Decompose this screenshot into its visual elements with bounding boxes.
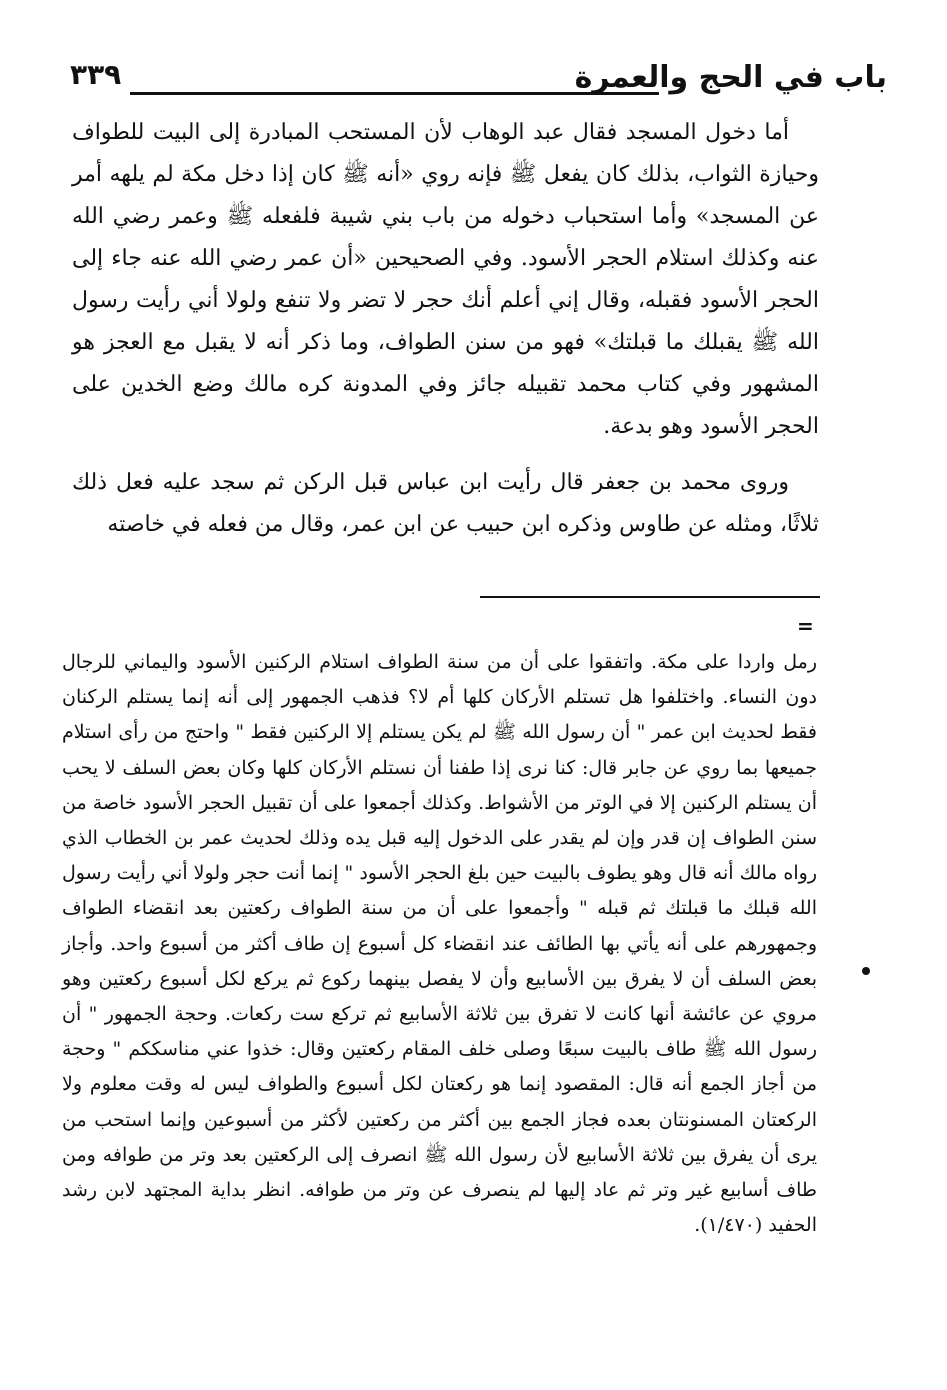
page-header <box>60 58 887 108</box>
footnote-separator <box>480 596 820 598</box>
main-paragraph: وروى محمد بن جعفر قال رأيت ابن عباس قبل الركن ثم سجد عليه فعل ذلك ثلاثًا، ومثله عن طاوس وذكره ابن حبيب عن ابن عمر، وقال من فعله في خاصته <box>72 470 819 537</box>
main-paragraph: أما دخول المسجد فقال عبد الوهاب لأن المستحب المبادرة إلى البيت للطواف وحيازة الثواب، بذلك كان يفعل ﷺ فإنه روي «أنه ﷺ كان إذا دخل مكة لم يلهه أمر عن المسجد» وأما استحباب دخوله من باب بني شيبة فلفعله ﷺ وعمر رضي الله عنه وكذلك استلام الحجر الأسود. وفي الصحيحين «أن عمر رضي الله عنه جاء إلى الحجر الأسود فقبله، وقال إني أعلم أنك حجر لا تضر ولا تنفع ولولا أني رأيت رسول الله ﷺ يقبلك ما قبلتك» فهو من سنن الطواف، وما ذكر أنه لا يقبل مع العجز هو المشهور وفي كتاب محمد تقبيله جائز وفي المدونة كره مالك وضع الخدين على الحجر الأسود وهو بدعة. <box>72 120 819 439</box>
running-title: باب في الحج والعمرة <box>574 60 887 95</box>
main-text <box>72 112 819 546</box>
margin-dot <box>862 967 870 975</box>
footnote-text: رمل واردا على مكة. واتفقوا على أن من سنة الطواف استلام الركنين الأسود واليماني للرجال دون النساء. واختلفوا هل تستلم الأركان كلها أم لا؟ فذهب الجمهور إلى أنه إنما يستلم الركنان فقط لحديث ابن عمر " أن رسول الله ﷺ لم يكن يستلم إلا الركنين فقط " واحتج من رأى استلام جميعها بما روي عن جابر قال: كنا نرى إذا طفنا أن نستلم الأركان كلها وكان بعض السلف لا يحب أن يستلم الركنين إلا في الوتر من الأشواط. وكذلك أجمعوا على أن تقبيل الحجر الأسود خاصة من سنن الطواف إن قدر وإن لم يقدر على الدخول إليه قبل يده وذلك لحديث عمر بن الخطاب الذي رواه مالك أنه قال وهو يطوف بالبيت حين بلغ الحجر الأسود " إنما أنت حجر ولولا أني رأيت رسول الله قبلك ما قبلتك ثم قبله " وأجمعوا على أن من سنة الطواف ركعتين بعد انقضاء الطواف وجمهورهم على أنه يأتي بها الطائف عند انقضاء كل أسبوع إن طاف أكثر من أسبوع واحد. وأجاز بعض السلف أن لا يفرق بين الأسابيع وأن لا يفصل بينهما ركوع ثم يركع لكل أسبوع ركعتين وهو مروي عن عائشة أنها كانت لا تفرق بين ثلاثة الأسابيع ثم تركع ست ركعات. وحجة الجمهور " أن رسول الله ﷺ طاف بالبيت سبعًا وصلى خلف المقام ركعتين وقال: خذوا عني مناسككم " وحجة من أجاز الجمع أنه قال: المقصود إنما هو ركعتان لكل أسبوع والطواف ليس له وقت معلوم ولا الركعتان المسنونتان بعده فجاز الجمع بين أكثر من ركعتين لأكثر من أسبوعين وإنما استحب من يرى أن يفرق بين ثلاثة الأسابيع لأن رسول الله ﷺ انصرف إلى الركعتين بعد وتر من طوافه ومن طاف أسابيع غير وتر ثم عاد إليها لم ينصرف عن وتر من طوافه. انظر بداية المجتهد لابن رشد الحفيد (١/٤٧٠). <box>62 651 817 1237</box>
page-number: ٣٣٩ <box>70 58 122 91</box>
footnote-continuation-mark: = <box>797 614 814 638</box>
